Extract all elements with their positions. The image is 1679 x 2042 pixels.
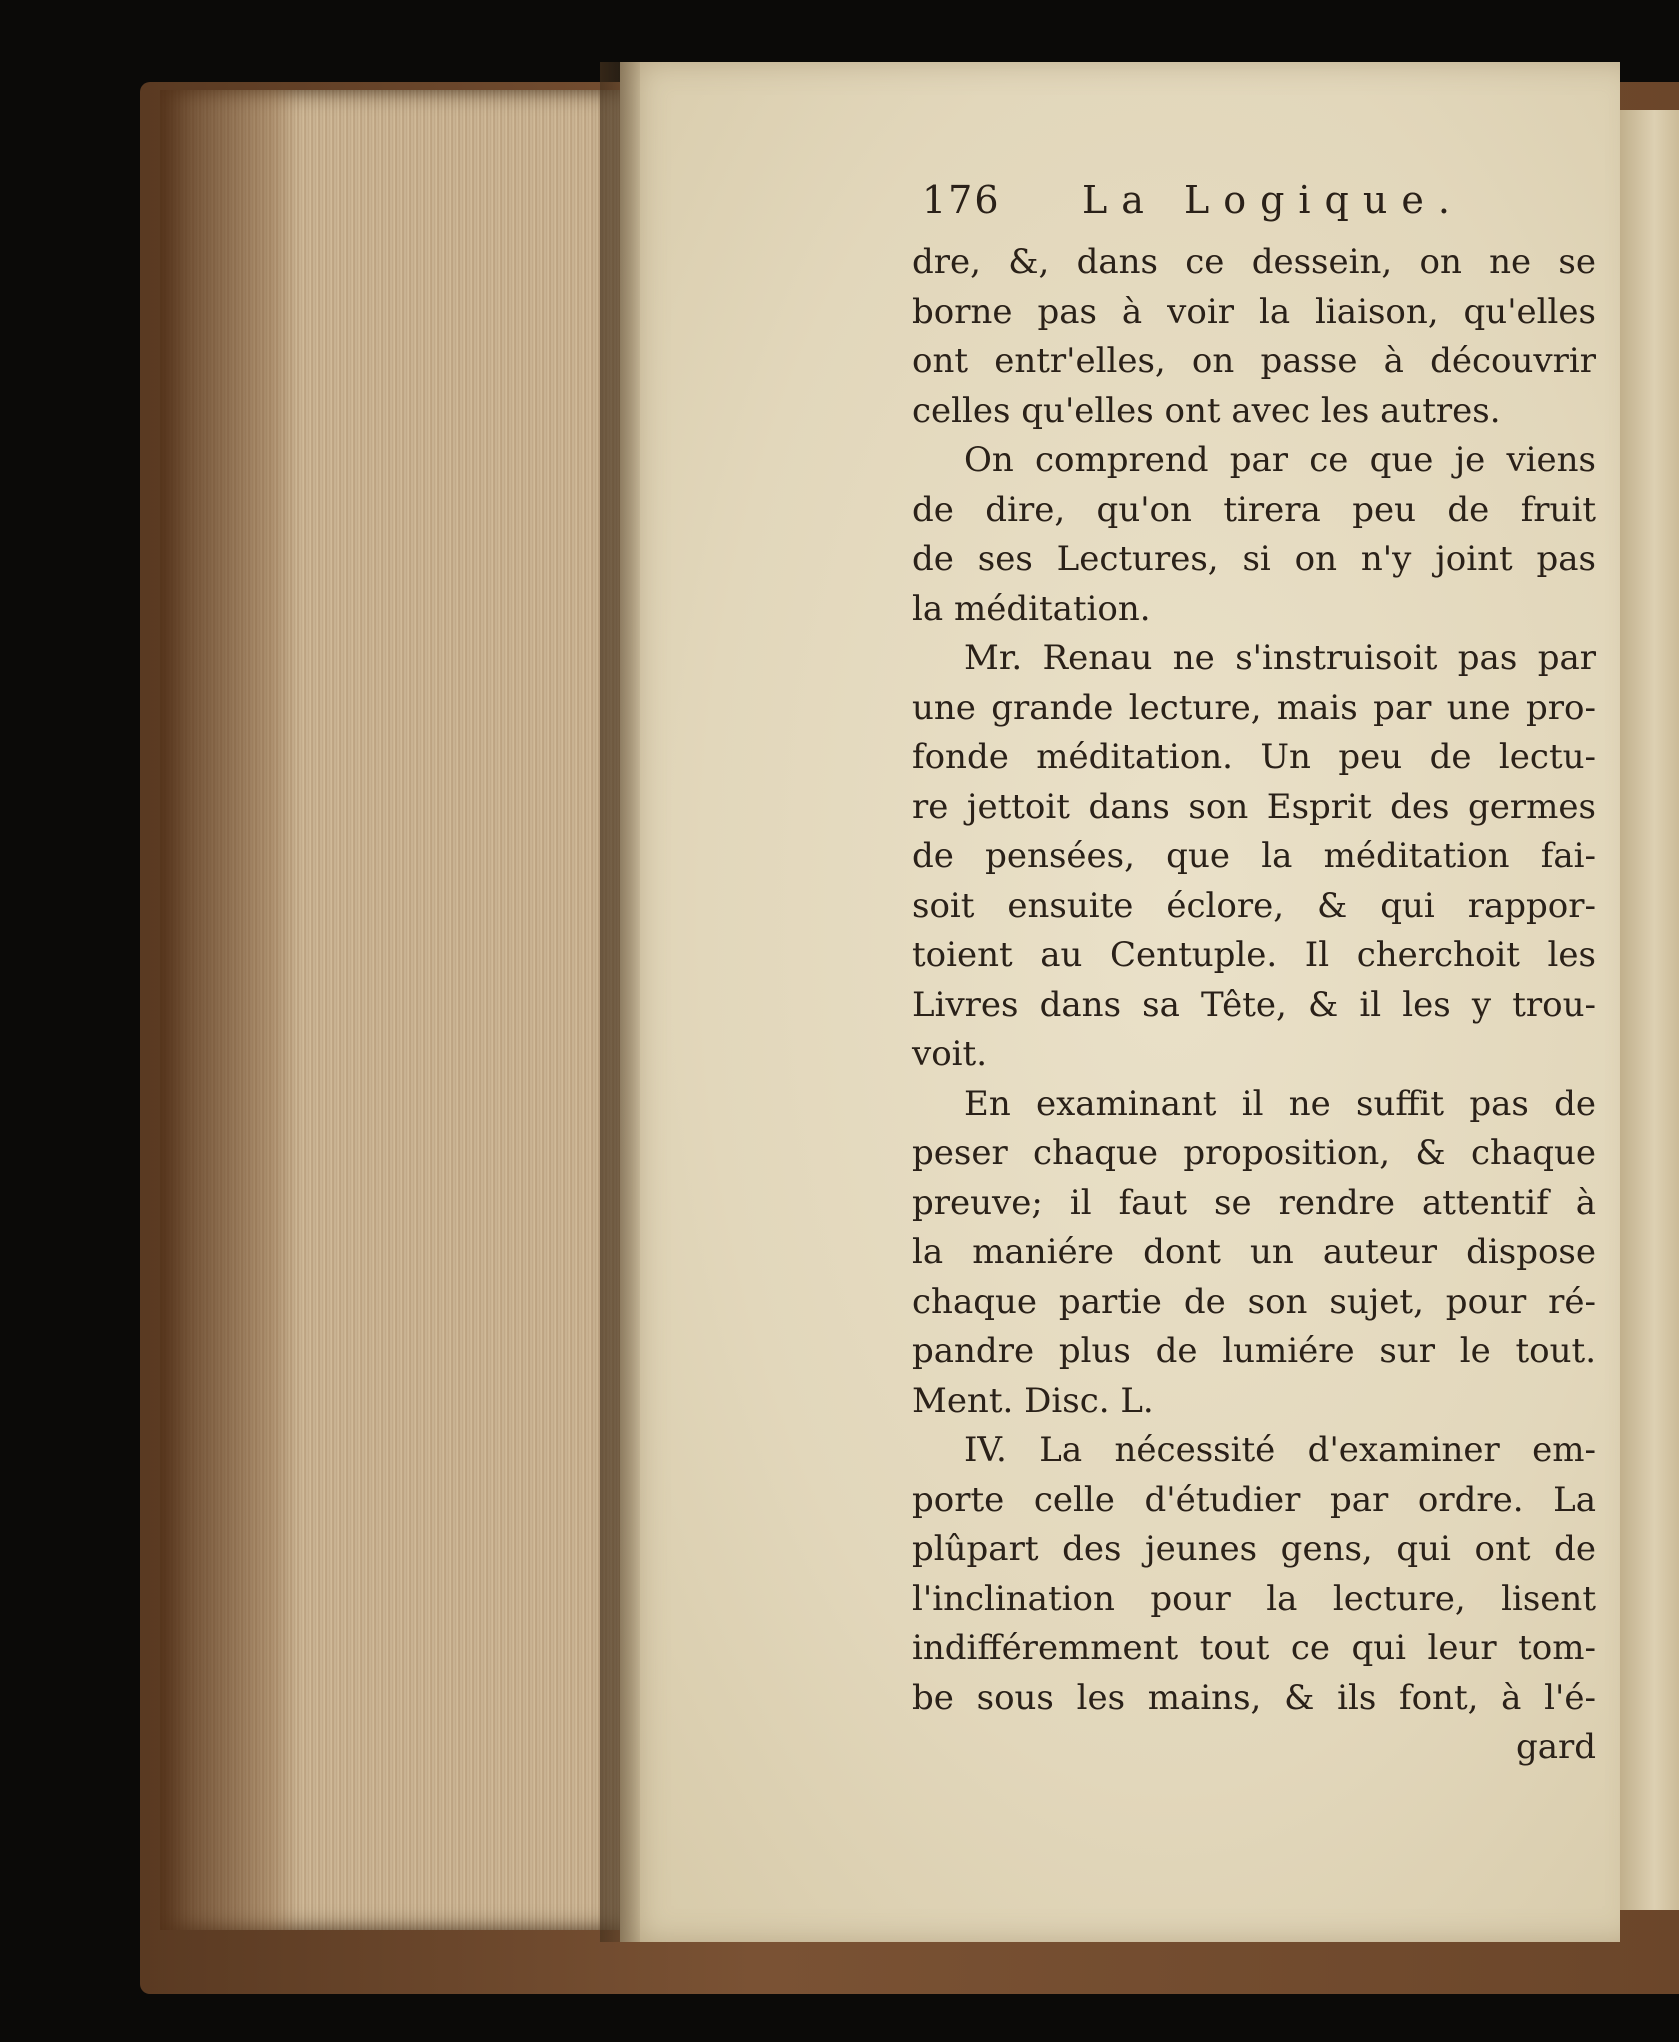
- text-line: On comprend par ce que je viens: [964, 440, 1596, 480]
- text-line: preuve; il faut se rendre attentif à: [912, 1182, 1596, 1223]
- text-line: de ses Lectures, si on n'y joint pas: [912, 539, 1596, 579]
- running-header: [922, 178, 1596, 238]
- text-line: peser chaque proposition, & chaque: [912, 1133, 1596, 1173]
- text-line: la maniére dont un auteur dispose: [912, 1232, 1596, 1272]
- running-title: La Logique.: [1082, 178, 1464, 222]
- text-line: voit.: [912, 1034, 988, 1074]
- text-line: En examinant il ne suffit pas de: [964, 1083, 1596, 1124]
- text-line: borne pas à voir la liaison, qu'elles: [912, 291, 1596, 332]
- text-line: dre, &, dans ce dessein, on ne se: [912, 242, 1596, 282]
- text-line: celles qu'elles ont avec les autres.: [912, 390, 1501, 431]
- text-line: fonde méditation. Un peu de lectu-: [912, 737, 1596, 777]
- facing-page-edge: [1618, 110, 1679, 1910]
- text-line: be sous les mains, & ils font, à l'é-: [912, 1677, 1596, 1718]
- catchword: gard: [1515, 1727, 1596, 1767]
- text-line: re jettoit dans son Esprit des germes: [912, 786, 1596, 827]
- page-number: 176: [922, 178, 1001, 222]
- text-body: [912, 238, 1596, 1723]
- page-gutter: [600, 62, 640, 1942]
- page-text: [912, 178, 1596, 1773]
- text-line: Ment. Disc. L.: [912, 1380, 1154, 1421]
- text-line: soit ensuite éclore, & qui rappor-: [912, 885, 1596, 926]
- text-line: porte celle d'étudier par ordre. La: [912, 1479, 1596, 1520]
- text-line: de pensées, que la méditation fai-: [912, 836, 1596, 876]
- text-line: plûpart des jeunes gens, qui ont de: [912, 1529, 1596, 1569]
- text-line: de dire, qu'on tirera peu de fruit: [912, 489, 1596, 530]
- text-line: la méditation.: [912, 588, 1151, 629]
- text-line: ont entr'elles, on passe à découvrir: [912, 341, 1596, 381]
- text-line: toient au Centuple. Il cherchoit les: [912, 935, 1596, 975]
- text-line: pandre plus de lumiére sur le tout.: [912, 1331, 1596, 1371]
- text-line: Livres dans sa Tête, & il les y trou-: [912, 984, 1596, 1025]
- text-line: une grande lecture, mais par une pro-: [912, 687, 1596, 728]
- page-edges-shadow: [160, 90, 300, 1930]
- text-line: chaque partie de son sujet, pour ré-: [912, 1281, 1596, 1322]
- text-line: Mr. Renau ne s'instruisoit pas par: [964, 638, 1596, 678]
- text-line: IV. La nécessité d'examiner em-: [964, 1430, 1596, 1470]
- text-line: l'inclination pour la lecture, lisent: [912, 1578, 1596, 1619]
- text-line: indifféremment tout ce qui leur tom-: [912, 1628, 1596, 1668]
